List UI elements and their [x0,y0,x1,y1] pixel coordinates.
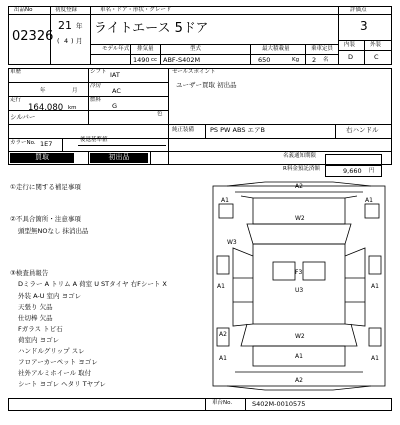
section-defects: ②不具合箇所・注意事項 [10,215,81,223]
model-year-label: モデル年式 [102,46,130,52]
handle: 右ハンドル [346,126,379,134]
displacement-value: 1490 [133,56,150,64]
mileage-label: 走行 [10,97,22,103]
mark-a2-front: A2 [295,183,303,190]
recycle-fee-unit: 円 [369,168,375,174]
shift-value: IAT [110,71,120,79]
grade-value: 3 [360,19,368,33]
car-damage-diagram [205,178,395,398]
mark-a1-rd: A1 [371,283,379,290]
inspector-line: 荷室内 ヨゴレ [18,336,60,344]
body-color: シルバー [10,113,36,121]
mark-a1-rl: A1 [219,355,227,362]
inspector-line: 天張り 欠品 [18,303,53,311]
shift-label: シフト [90,69,107,75]
max-load-unit: Kg [292,57,300,63]
interior-label: 内装 [344,42,356,48]
chassis-number: S402M-0010575 [252,400,306,408]
accessories: PS PW ABS エアB [210,126,265,134]
section-running: ①走行に関する補足事項 [10,183,81,191]
sales-point: ユーザー買取 初出品 [176,81,237,89]
mark-a1-fr: A1 [365,197,373,204]
inspector-line: ハンドルグリップ スレ [18,347,85,355]
sales-point-label: セールスポイント [172,69,216,75]
ac-value: AC [112,87,121,95]
mark-a1-rr: A1 [371,355,379,362]
mark-a2-lr: A2 [219,331,227,338]
month-label: 月 [72,88,78,94]
reg-year: 21 [58,19,72,32]
first-reg-label: 初度登録 [55,7,78,13]
history-label: 車歴 [10,69,22,75]
section-inspector: ③検査員報告 [10,269,49,277]
color-label: 色 [157,111,163,117]
model-label: 型式 [190,46,202,52]
mark-u3: U3 [295,287,304,294]
displacement-unit: cc [151,57,158,63]
color-no-label: カラーNo. [10,140,36,146]
transfer-label: 名義通知期限 [283,153,317,159]
chassis-label: 車台No. [212,400,233,406]
inspector-line: シート ヨゴレ ヘタリ Tヤブレ [18,380,106,388]
exterior-grade: C [374,53,379,61]
capacity-label: 乗車定員 [311,46,334,52]
reg-month: 4 [64,37,69,45]
reg-month-unit: 月 [76,37,83,45]
recycle-fee: 9,660 [343,167,362,175]
buy-badge: 買取 [10,153,74,163]
max-load-label: 最大積載量 [262,46,290,52]
inspector-line: 外装 A-U 室内 ヨゴレ [18,292,82,300]
interior-grade: D [348,53,354,61]
capacity: 2 [312,56,317,64]
reg-month-bracket-close: ) [71,37,74,45]
inspector-line: Dミラー A トリム A 荷室 U STタイヤ 右Fシート X [18,280,167,288]
recycle-label: 後退基準値 [80,137,108,143]
car-name: ライトエース 5ドア [94,21,209,36]
mark-w2-rear: W2 [295,333,305,340]
fuel-label: 燃料 [90,97,102,103]
exterior-label: 外装 [370,42,382,48]
inspector-line: フロアーカーペット ヨゴレ [18,358,98,366]
mark-a1-fl: A1 [221,197,229,204]
reg-year-unit: 年 [76,22,83,30]
mark-a1-rear: A1 [295,353,303,360]
first-listing-badge: 初出品 [90,153,148,163]
displacement-label: 排気量 [137,46,154,52]
model-code: ABF-S402M [163,56,201,64]
reg-month-bracket: ( [57,37,60,45]
lot-number: 02326 [12,29,54,44]
capacity-unit: 名 [323,57,329,63]
ac-label: 冷房 [90,83,102,89]
mileage-value: 164,080 [28,103,64,113]
accessories-label: 純正装備 [172,127,195,133]
inspector-line: 仕切棒 欠品 [18,314,53,322]
defects-text: 頭型無NOなし 抹消出品 [18,227,89,235]
mark-a2-rear: A2 [295,377,303,384]
fuel-value: G [112,102,118,110]
mark-w3: W3 [227,239,237,246]
mark-w2-front: W2 [295,215,305,222]
car-label: 車名・ドア・形状・グレード [100,7,172,13]
max-load: 650 [258,56,271,64]
inspector-line: 社外アルミホイール 取付 [18,369,92,377]
mark-f3: F3 [295,269,303,276]
mark-a1-ld: A1 [217,283,225,290]
year-label: 年 [40,88,46,94]
lot-label: 出品No [14,7,33,13]
grade-label: 評価点 [350,7,367,13]
recycle-fee-label: R料金預託済額 [283,166,320,172]
inspector-line: Fガラス トビ石 [18,325,63,333]
color-no: 1E7 [40,140,53,148]
mileage-unit: km [68,105,77,111]
